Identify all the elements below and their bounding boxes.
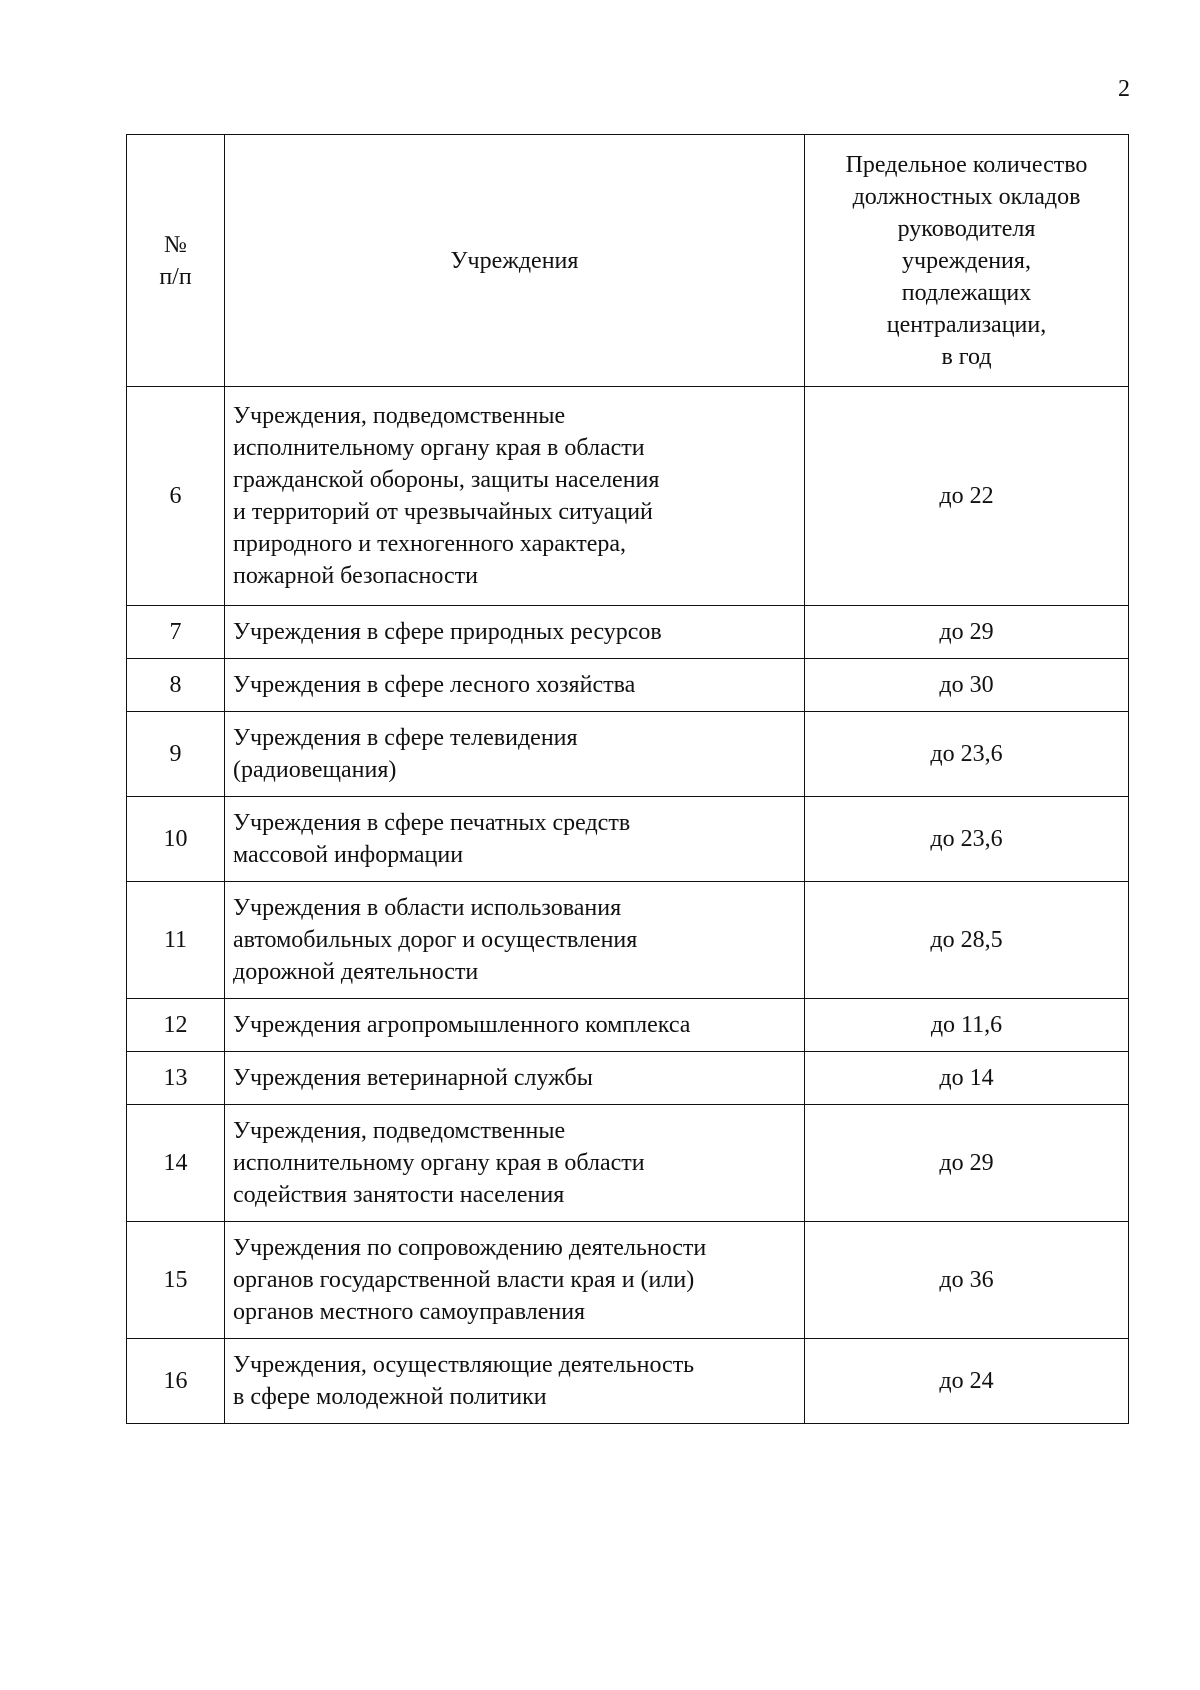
row-number: 10 [127,797,225,882]
row-value: до 36 [805,1222,1129,1339]
institution-line: и территорий от чрезвычайных ситуаций [233,499,653,525]
institution-line: Учреждения агропромышленного комплекса [233,1012,691,1038]
table-row [127,606,1129,659]
institution-line: исполнительному органу края в области [233,435,645,461]
table-row [127,659,1129,712]
row-number: 7 [127,606,225,659]
header-num-line: № [164,231,187,258]
institution-line: Учреждения в сфере природных ресурсов [233,619,662,645]
institutions-table [126,134,1129,1424]
row-number: 6 [127,387,225,606]
table-header-row [127,135,1129,387]
table-row [127,387,1129,606]
header-limit-line: должностных окладов [852,183,1081,210]
row-number: 14 [127,1105,225,1222]
header-limit-line: централизации, [886,311,1047,338]
row-value: до 11,6 [805,999,1129,1052]
table-row [127,1105,1129,1222]
row-value: до 29 [805,606,1129,659]
table-row [127,797,1129,882]
institution-line: Учреждения, осуществляющие деятельность [233,1352,695,1378]
institution-line: содействия занятости населения [233,1182,565,1208]
header-limit-line: руководителя [897,215,1036,242]
header-num [127,135,225,387]
institution-line: Учреждения, подведомственные [233,403,566,429]
row-number: 15 [127,1222,225,1339]
row-institution [225,1052,805,1105]
row-institution [225,712,805,797]
row-institution [225,1222,805,1339]
row-institution [225,797,805,882]
row-institution [225,659,805,712]
row-institution [225,1339,805,1424]
row-number: 16 [127,1339,225,1424]
institution-line: (радиовещания) [233,757,397,783]
institution-line: Учреждения в сфере телевидения [233,725,578,751]
row-institution [225,387,805,606]
institution-line: в сфере молодежной политики [233,1384,547,1410]
row-value: до 30 [805,659,1129,712]
table-row [127,999,1129,1052]
institution-line: Учреждения по сопровождению деятельности [233,1235,707,1261]
institution-line: дорожной деятельности [233,959,479,985]
row-value: до 28,5 [805,882,1129,999]
row-value: до 23,6 [805,797,1129,882]
institution-line: пожарной безопасности [233,563,478,589]
table-row [127,882,1129,999]
row-institution [225,1105,805,1222]
row-value: до 23,6 [805,712,1129,797]
row-value: до 24 [805,1339,1129,1424]
institution-line: гражданской обороны, защиты населения [233,467,660,493]
row-number: 12 [127,999,225,1052]
table-row [127,1339,1129,1424]
row-number: 9 [127,712,225,797]
header-limit-line: учреждения, [902,247,1031,274]
header-institution: Учреждения [225,135,805,387]
institution-line: Учреждения, подведомственные [233,1118,566,1144]
row-value: до 14 [805,1052,1129,1105]
row-institution [225,999,805,1052]
header-limit-line: в год [941,343,992,370]
table-row [127,1052,1129,1105]
institution-line: Учреждения ветеринарной службы [233,1065,593,1091]
table-row [127,712,1129,797]
institution-line: Учреждения в области использования [233,895,622,921]
institution-line: Учреждения в сфере лесного хозяйства [233,672,636,698]
row-institution [225,882,805,999]
institution-line: автомобильных дорог и осуществления [233,927,638,953]
institution-line: Учреждения в сфере печатных средств [233,810,631,836]
header-limit [805,135,1129,387]
header-limit-line: Предельное количество [845,151,1088,178]
row-value: до 29 [805,1105,1129,1222]
row-number: 13 [127,1052,225,1105]
row-number: 8 [127,659,225,712]
row-number: 11 [127,882,225,999]
institution-line: исполнительному органу края в области [233,1150,645,1176]
institution-line: природного и техногенного характера, [233,531,627,557]
institution-line: органов местного самоуправления [233,1299,586,1325]
row-institution [225,606,805,659]
row-value: до 22 [805,387,1129,606]
header-num-line: п/п [159,263,192,290]
header-limit-line: подлежащих [901,279,1032,306]
page-number: 2 [1118,76,1130,102]
institution-line: массовой информации [233,842,464,868]
institution-line: органов государственной власти края и (или) [233,1267,695,1293]
table-row [127,1222,1129,1339]
